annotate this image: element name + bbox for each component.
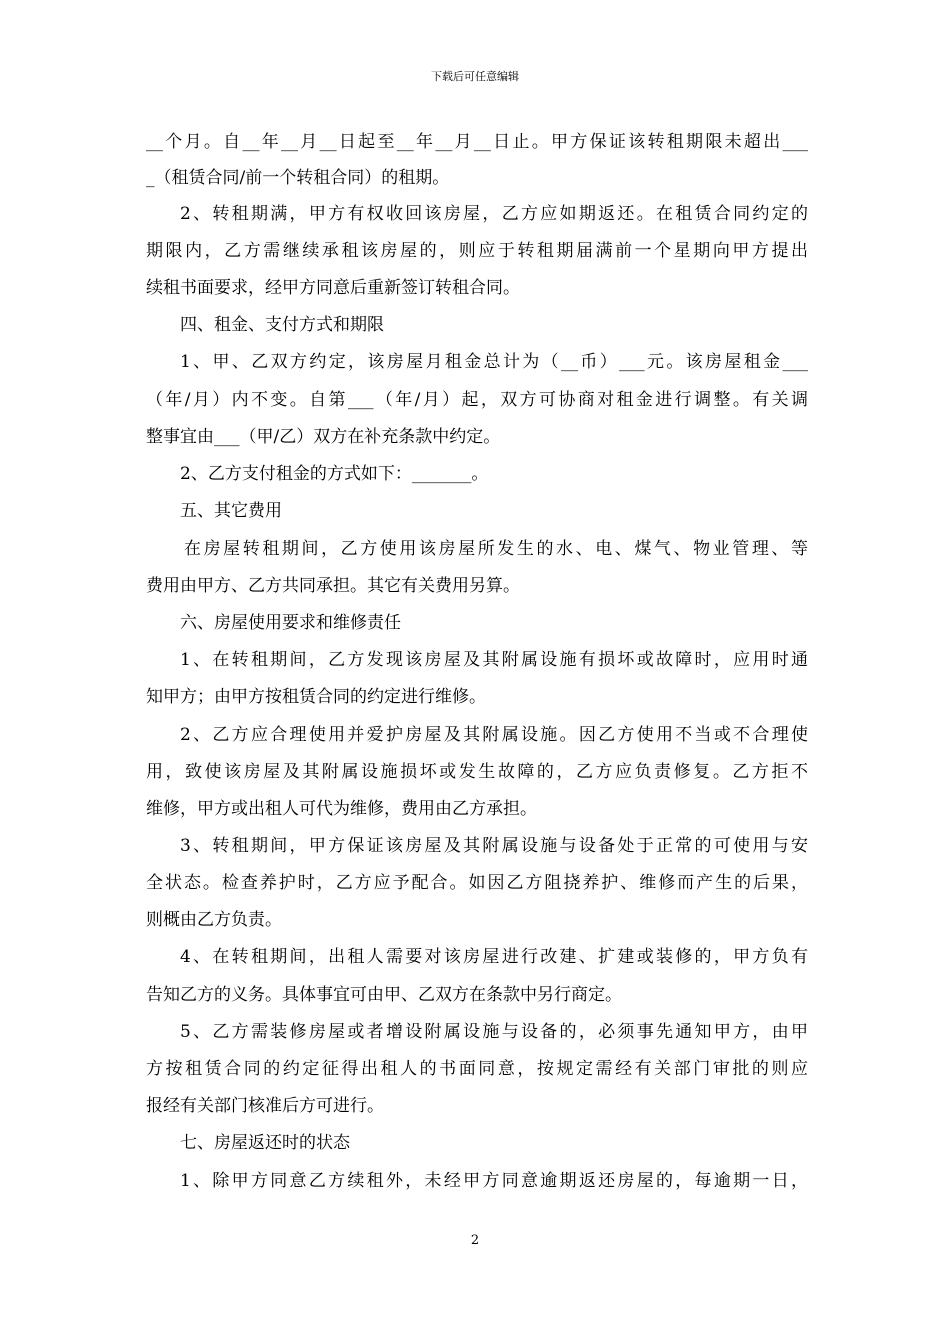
text-line: （年/月）内不变。自第___（年/月）起，双方可协商对租金进行调整。有关调 [146,390,808,410]
section-heading: 四、租金、支付方式和期限 [180,315,384,335]
text-line: 续租书面要求，经甲方同意后重新签订转租合同。 [146,278,520,298]
page-header: 下载后可任意编辑 [431,70,519,83]
text-line: 报经有关部门核准后方可进行。 [146,1096,384,1116]
text-line: 1、在转租期间，乙方发现该房屋及其附属设施有损坏或故障时，应用时通 [180,650,808,670]
text-line: 方按租赁合同的约定征得出租人的书面同意，按规定需经有关部门审批的则应 [146,1059,808,1079]
text-line: 4、在转租期间，出租人需要对该房屋进行改建、扩建或装修的，甲方负有 [180,947,808,967]
text-line: 在房屋转租期间，乙方使用该房屋所发生的水、电、煤气、物业管理、等 [184,539,808,559]
text-line: 则概由乙方负责。 [146,910,282,930]
text-line: 全状态。检查养护时，乙方应予配合。如因乙方阻挠养护、维修而产生的后果， [146,873,808,893]
section-heading: 六、房屋使用要求和维修责任 [180,613,401,633]
text-line: 2、乙方应合理使用并爱护房屋及其附属设施。因乙方使用不当或不合理使 [180,725,808,745]
text-line: 1、甲、乙双方约定，该房屋月租金总计为（__币）___元。该房屋租金___ [180,352,808,372]
section-heading: 五、其它费用 [180,501,282,521]
text-line: 2、转租期满，甲方有权收回该房屋，乙方应如期返还。在租赁合同约定的 [180,204,808,224]
page-number: 2 [470,1233,480,1248]
text-line: 用，致使该房屋及其附属设施损坏或发生故障的，乙方应负责修复。乙方拒不 [146,762,808,782]
text-line: 3、转租期间，甲方保证该房屋及其附属设施与设备处于正常的可使用与安 [180,836,808,856]
text-line: _（租赁合同/前一个转租合同）的租期。 [146,168,450,188]
text-line: 知甲方；由甲方按租赁合同的约定进行维修。 [146,687,486,707]
text-line: 2、乙方支付租金的方式如下：_______。 [180,464,489,484]
text-line: 期限内，乙方需继续承租该房屋的，则应于转租期届满前一个星期向甲方提出 [146,241,808,261]
text-line: 整事宜由___（甲/乙）双方在补充条款中约定。 [146,427,501,447]
text-line: 5、乙方需装修房屋或者增设附属设施与设备的，必须事先通知甲方，由甲 [180,1022,808,1042]
text-line: 1、除甲方同意乙方续租外，未经甲方同意逾期返还房屋的，每逾期一日， [180,1171,808,1191]
section-heading: 七、房屋返还时的状态 [180,1133,350,1153]
text-line: 告知乙方的义务。具体事宜可由甲、乙双方在条款中另行商定。 [146,985,622,1005]
text-line: 费用由甲方、乙方共同承担。其它有关费用另算。 [146,576,520,596]
text-line: __个月。自__年__月__日起至__年__月__日止。甲方保证该转租期限未超出___ [146,132,808,152]
text-line: 维修，甲方或出租人可代为维修，费用由乙方承担。 [146,799,537,819]
